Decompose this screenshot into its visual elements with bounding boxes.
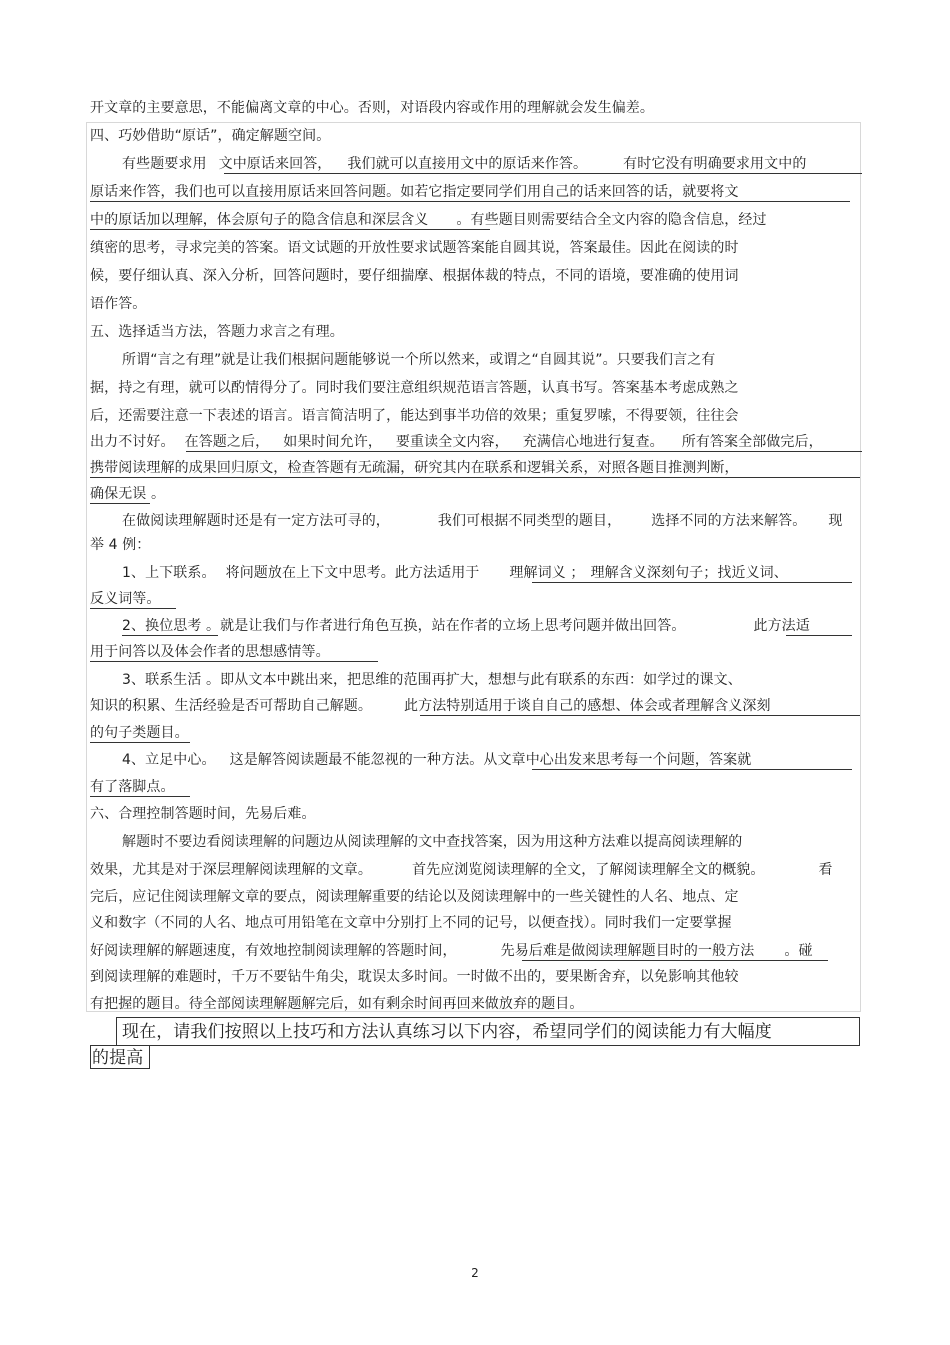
- method-item: 2、换位思考 。就是让我们与作者进行角色互换，站在作者的立场上思考问题并做出回答。 此方法适: [122, 618, 810, 634]
- section-heading: 五、选择适当方法，答题力求言之有理。: [90, 324, 344, 340]
- section-heading: 四、巧妙借助“原话”，确定解题空间。: [90, 128, 331, 144]
- text-line: 有些题要求用 文中原话来回答， 我们就可以直接用文中的原话来作答。 有时它没有明确要求用文中的: [122, 156, 807, 172]
- closing-note: 的提高: [92, 1048, 144, 1068]
- underline: [90, 796, 190, 797]
- underline: [786, 635, 852, 636]
- text-line: 用于问答以及体会作者的思想感情等。: [90, 644, 330, 660]
- text-line: 效果，尤其是对于深层理解阅读理解的文章。 首先应浏览阅读理解的全文，了解阅读理解全文的概貌。 看: [90, 862, 833, 878]
- underline: [90, 201, 850, 202]
- underline: [90, 477, 860, 478]
- text-line: 在做阅读理解题时还是有一定方法可寻的， 我们可根据不同类型的题目， 选择不同的方法来解答。 现: [122, 513, 843, 529]
- text-line: 缜密的思考，寻求完美的答案。语文试题的开放性要求试题答案能自圆其说，答案最佳。因此在阅读的时: [90, 240, 739, 256]
- text-line: 原话来作答，我们也可以直接用原话来回答问题。如若它指定要同学们用自己的话来回答的话，就要将文: [90, 184, 739, 200]
- underline: [90, 229, 490, 230]
- underline: [90, 661, 378, 662]
- text-line: 义和数字（不同的人名、地点可用铅笔在文章中分别打上不同的记号，以便查找）。同时我们一定要掌握: [90, 915, 732, 931]
- text-line: 好阅读理解的解题速度，有效地控制阅读理解的答题时间， 先易后难是做阅读理解题目时的一般方法 。碰: [90, 943, 813, 959]
- underline: [532, 769, 852, 770]
- text-line: 所谓“言之有理”就是让我们根据问题能够说一个所以然来，或谓之“自圆其说”。只要我们言之有: [122, 352, 716, 368]
- method-item: 4、立足中心。 这是解答阅读题最不能忽视的一种方法。从文章中心出发来思考每一个问题，答案就: [122, 752, 752, 768]
- underline: [224, 173, 862, 174]
- closing-note: 现在，请我们按照以上技巧和方法认真练习以下内容，希望同学们的阅读能力有大幅度: [122, 1022, 772, 1042]
- method-item: 1、上下联系。 将问题放在上下文中思考。此方法适用于 理解词义 ； 理解含义深刻句子；找近义词、: [122, 565, 788, 581]
- underline: [522, 960, 828, 961]
- text-line: 举 4 例：: [90, 537, 151, 553]
- method-item: 3、联系生活 。即从文本中跳出来，把思维的范围再扩大，想想与此有联系的东西：如学过的课文、: [122, 672, 742, 688]
- text-line: 反义词等。: [90, 591, 161, 607]
- text-line: 解题时不要边看阅读理解的问题边从阅读理解的文中查找答案，因为用这种方法难以提高阅读理解的: [122, 834, 743, 850]
- text-line: 语作答。: [90, 296, 147, 312]
- underline: [420, 715, 860, 716]
- section-heading: 六、合理控制答题时间，先易后难。: [90, 806, 316, 822]
- text-line: 候，要仔细认真、深入分析，回答问题时，要仔细揣摩、根据体裁的特点，不同的语境，要准确的使用词: [90, 268, 739, 284]
- text-line: 有把握的题目。待全部阅读理解题解完后，如有剩余时间再回来做放弃的题目。: [90, 996, 584, 1012]
- underline: [122, 635, 218, 636]
- text-line: 据，持之有理，就可以酌情得分了。同时我们要注意组织规范语言答题，认真书写。答案基本考虑成熟之: [90, 380, 739, 396]
- text-line: 后，还需要注意一下表述的语言。语言简洁明了，能达到事半功倍的效果；重复罗嗦，不得要领，往往会: [90, 408, 739, 424]
- text-line: 确保无误 。: [90, 486, 166, 502]
- text-line: 完后，应记住阅读理解文章的要点，阅读理解重要的结论以及阅读理解中的一些关键性的人名、地点、定: [90, 889, 739, 905]
- text-line: 中的原话加以理解，体会原句子的隐含信息和深层含义 。有些题目则需要结合全文内容的隐含信息，经过: [90, 212, 767, 228]
- underline: [532, 582, 852, 583]
- underline: [90, 503, 150, 504]
- text-line: 携带阅读理解的成果回归原文，检查答题有无疏漏，研究其内在联系和逻辑关系，对照各题目推测判断，: [90, 460, 739, 476]
- text-line: 的句子类题目。: [90, 725, 189, 741]
- page-number: 2: [471, 1266, 479, 1280]
- underline: [90, 608, 176, 609]
- text-line: 开文章的主要意思，不能偏离文章的中心。否则，对语段内容或作用的理解就会发生偏差。: [90, 100, 654, 116]
- text-line: 出力不讨好。 在答题之后， 如果时间允许， 要重读全文内容， 充满信心地进行复查。 所有答案全部做完后，: [90, 434, 823, 450]
- text-line: 到阅读理解的难题时，千万不要钻牛角尖，耽误太多时间。一时做不出的，要果断舍弃，以免影响其他较: [90, 969, 739, 985]
- underline: [186, 451, 862, 452]
- text-line: 有了落脚点。: [90, 779, 175, 795]
- underline: [90, 742, 190, 743]
- text-line: 知识的积累、生活经验是否可帮助自己解题。 此方法特别适用于谈自自己的感想、体会或者理解含义深刻: [90, 698, 771, 714]
